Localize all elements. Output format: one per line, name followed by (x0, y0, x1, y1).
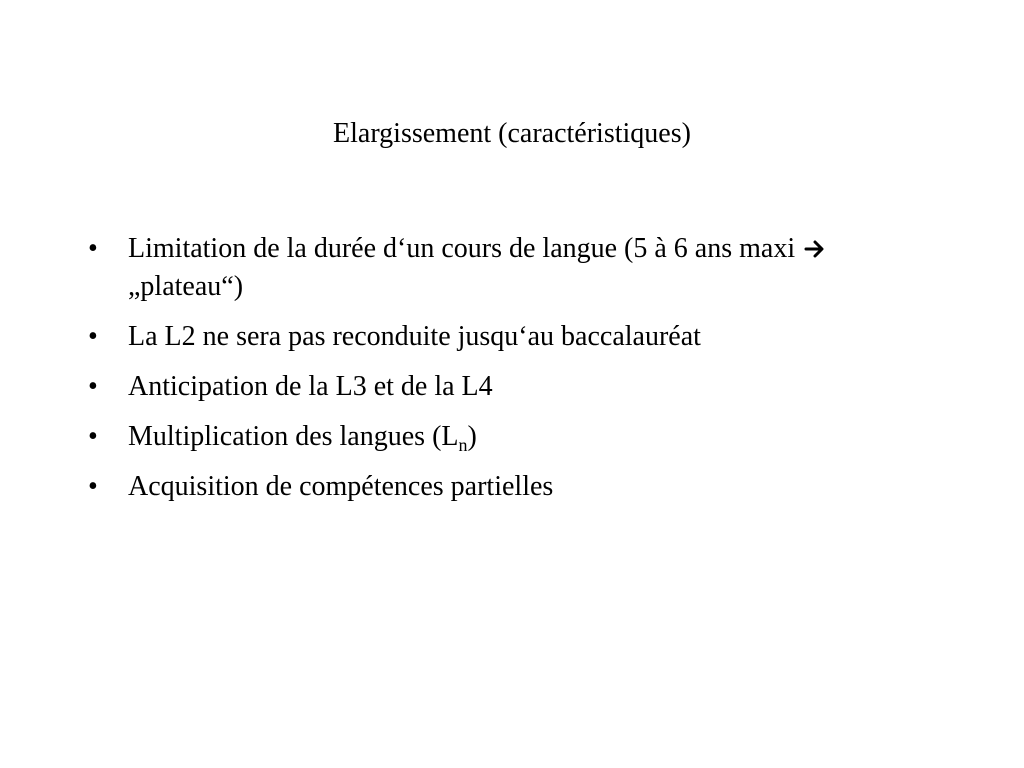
bullet-text-part: Limitation de la durée d‘un cours de langue (5 à 6 ans maxi (128, 233, 803, 264)
bullet-icon: • (88, 233, 98, 264)
bullet-text: La L2 ne sera pas reconduite jusqu‘au baccalauréat (128, 321, 701, 352)
bullet-item-anticipation (86, 368, 886, 406)
bullet-text (128, 418, 886, 456)
bullet-text (128, 230, 886, 306)
right-arrow-icon (804, 238, 826, 260)
bullet-item-duration-limit (86, 230, 886, 306)
bullet-item-l2 (86, 318, 886, 356)
bullet-text-part: ) (467, 421, 477, 452)
bullet-text-part: Multiplication des langues (L (128, 421, 459, 452)
bullet-list (86, 230, 886, 518)
bullet-text: Anticipation de la L3 et de la L4 (128, 371, 493, 402)
bullet-icon: • (88, 371, 98, 402)
bullet-text: Acquisition de compétences partielles (128, 471, 554, 502)
bullet-icon: • (88, 421, 98, 452)
subscript-n: n (458, 435, 468, 455)
bullet-text-part: „plateau“) (128, 271, 244, 302)
bullet-item-acquisition (86, 468, 886, 506)
bullet-item-multiplication (86, 418, 886, 456)
slide-title: Elargissement (caractéristiques) (333, 118, 691, 149)
bullet-icon: • (88, 471, 98, 502)
bullet-icon: • (88, 321, 98, 352)
